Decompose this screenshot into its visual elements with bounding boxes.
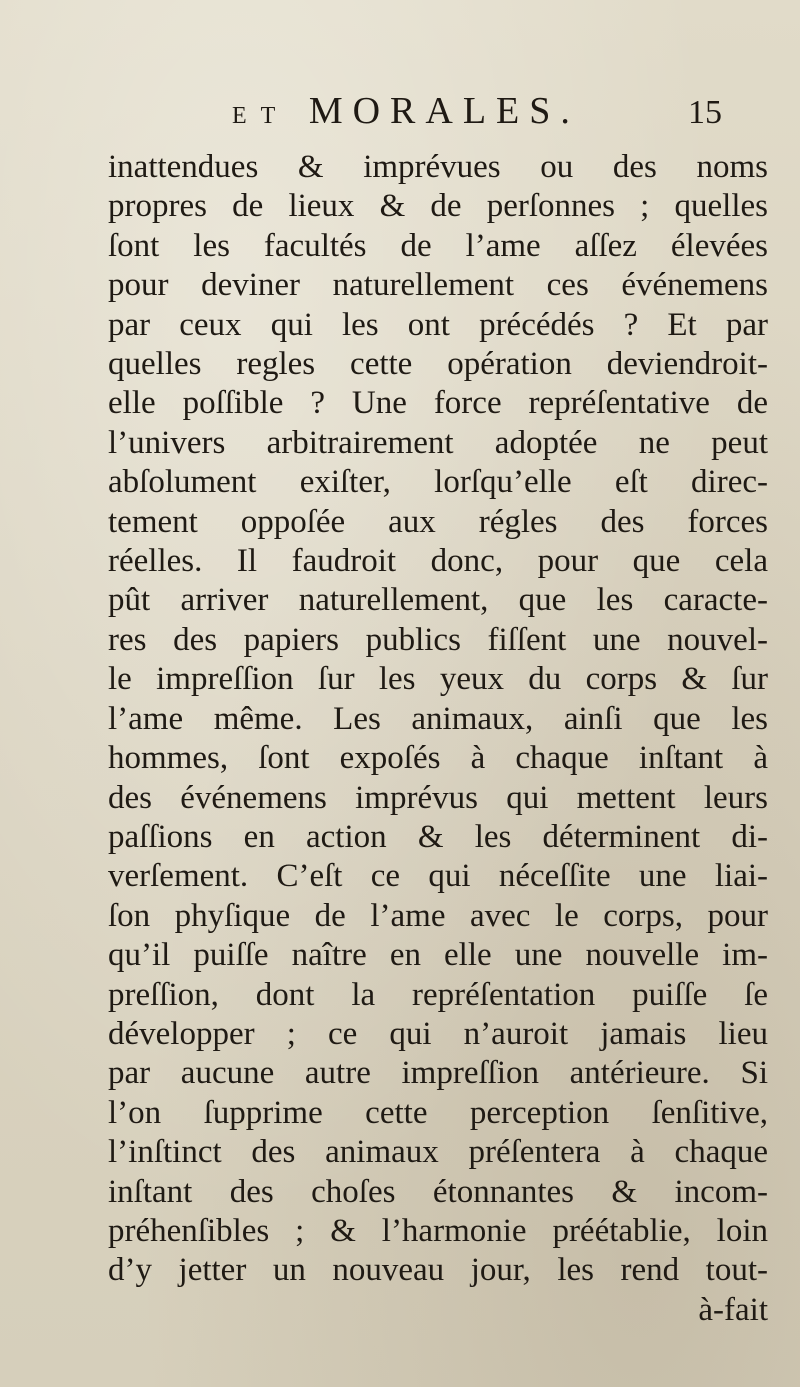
text-line: verſement. C’eſt ce qui néceſſite une liai- <box>108 858 768 895</box>
text-line: pût arriver naturellement, que les caracte- <box>108 582 768 619</box>
text-line: propres de lieux & de perſonnes ; quelles <box>108 188 768 225</box>
page-number: 15 <box>688 94 722 131</box>
text-line: par aucune autre impreſſion antérieure. Si <box>108 1055 768 1092</box>
text-line: d’y jetter un nouveau jour, les rend tout- <box>108 1252 768 1289</box>
text-line: des événemens imprévus qui mettent leurs <box>108 779 768 816</box>
running-head <box>232 92 662 130</box>
text-line: hommes, ſont expoſés à chaque inſtant à <box>108 740 768 777</box>
text-line: inſtant des choſes étonnantes & incom- <box>108 1173 768 1210</box>
catchword: à-fait <box>698 1291 768 1328</box>
text-line: l’univers arbitrairement adoptée ne peut <box>108 424 768 461</box>
text-line: ſon phyſique de l’ame avec le corps, pour <box>108 897 768 934</box>
text-line: paſſions en action & les déterminent di- <box>108 818 768 855</box>
text-line: développer ; ce qui n’auroit jamais lieu <box>108 1015 768 1052</box>
text-line: préhenſibles ; & l’harmonie préétablie, loin <box>108 1212 768 1249</box>
text-line: l’ame même. Les animaux, ainſi que les <box>108 700 768 737</box>
text-line: preſſion, dont la repréſentation puiſſe ſe <box>108 976 768 1013</box>
body-text <box>108 148 768 1330</box>
text-line: elle poſſible ? Une force repréſentative de <box>108 385 768 422</box>
text-line: res des papiers publics fiſſent une nouvel- <box>108 621 768 658</box>
running-head-et: ET <box>232 103 290 129</box>
text-line: quelles regles cette opération deviendroit- <box>108 346 768 383</box>
text-line: ſont les facultés de l’ame aſſez élevées <box>108 227 768 264</box>
text-line: tement oppoſée aux régles des forces <box>108 503 768 540</box>
running-head-title: MORALES. <box>308 90 580 132</box>
text-line: qu’il puiſſe naître en elle une nouvelle im- <box>108 937 768 974</box>
text-line: pour deviner naturellement ces événemens <box>108 267 768 304</box>
text-line: réelles. Il faudroit donc, pour que cela <box>108 543 768 580</box>
text-line: par ceux qui les ont précédés ? Et par <box>108 306 768 343</box>
text-line: abſolument exiſter, lorſqu’elle eſt direc- <box>108 464 768 501</box>
text-line: le impreſſion ſur les yeux du corps & ſur <box>108 661 768 698</box>
text-line: l’on ſupprime cette perception ſenſitive, <box>108 1094 768 1131</box>
text-line: inattendues & imprévues ou des noms <box>108 149 768 185</box>
text-line: l’inſtinct des animaux préſentera à chaque <box>108 1134 768 1171</box>
